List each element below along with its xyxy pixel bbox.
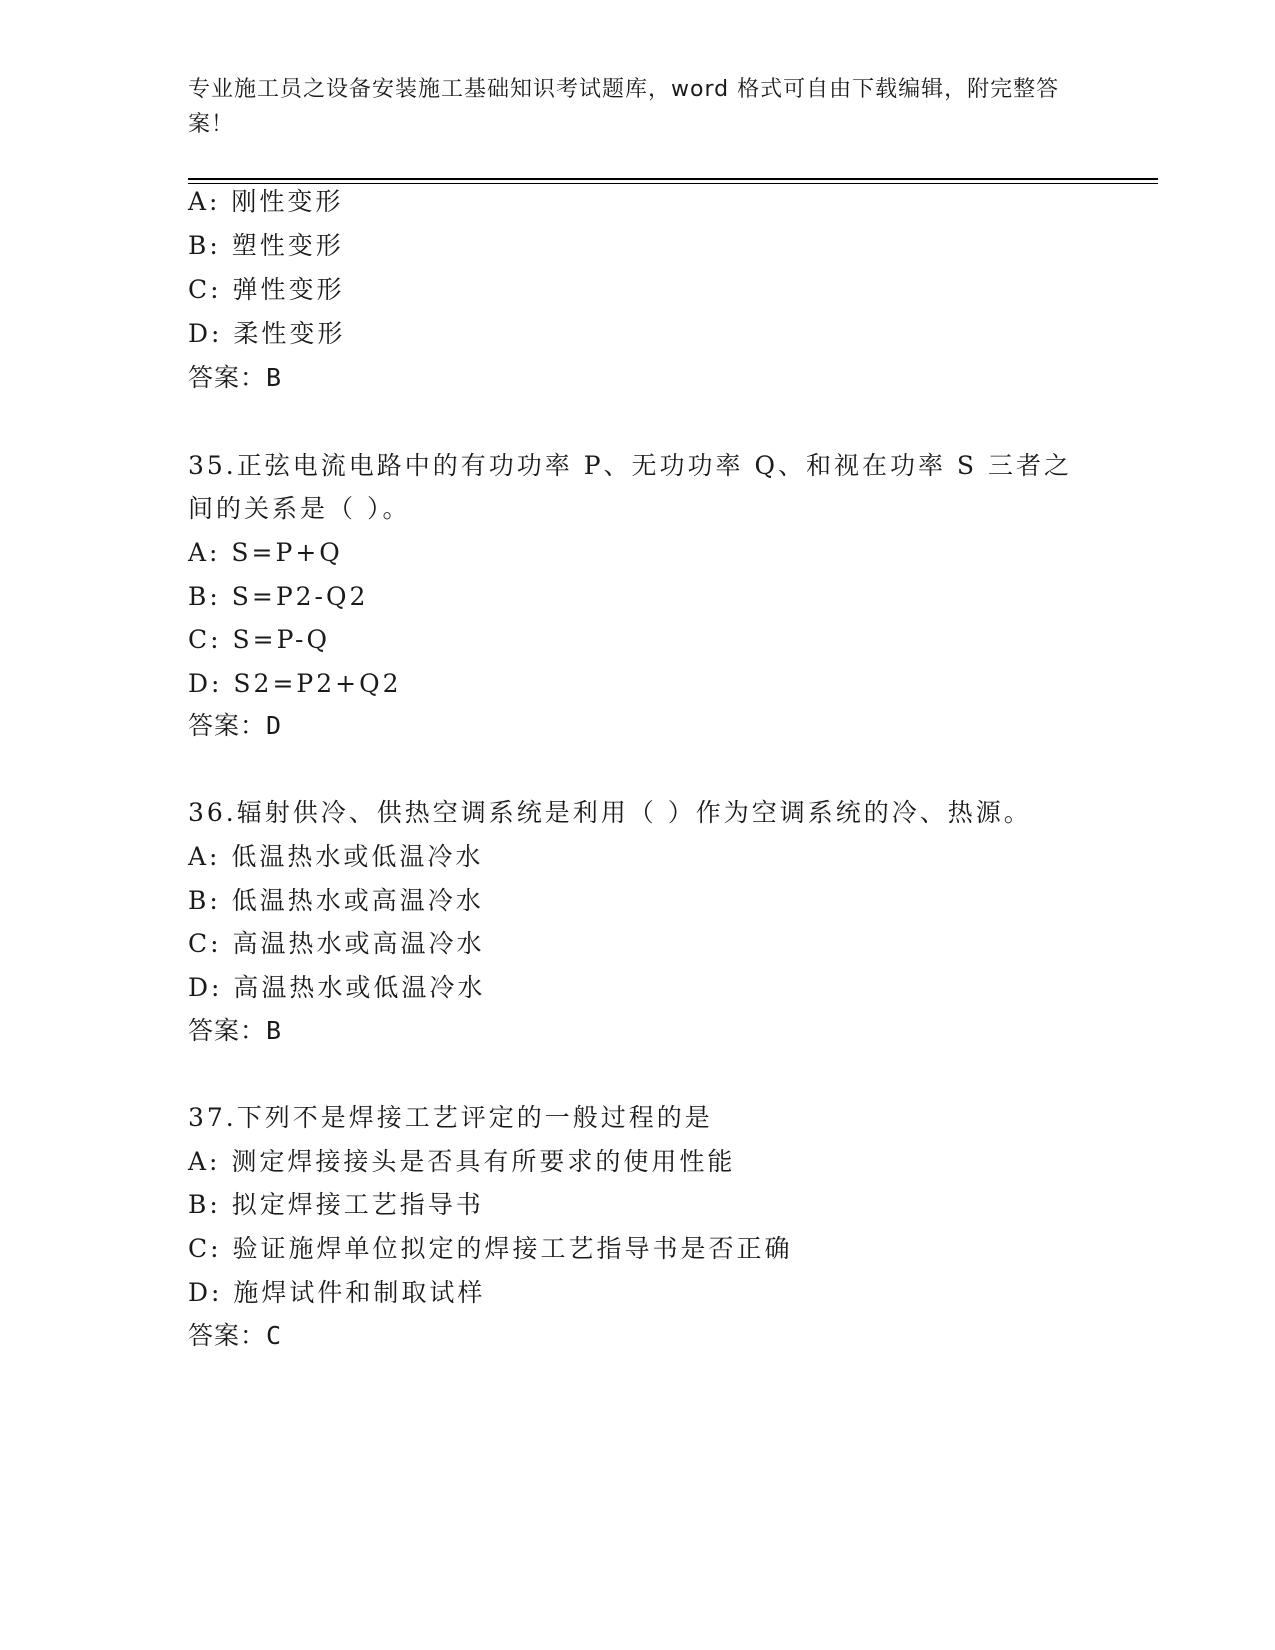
q36-stem-line1: 36.辐射供冷、供热空调系统是利用（ ）作为空调系统的冷、热源。 <box>188 798 1032 827</box>
answer-value: B <box>266 1016 283 1045</box>
q35-stem-line1: 35.正弦电流电路中的有功功率 P、无功功率 Q、和视在功率 S 三者之 <box>188 451 1072 480</box>
q35-option-c: C: S=P-Q <box>188 625 330 654</box>
q36-answer <box>188 1015 282 1047</box>
answer-label: 答案： <box>188 363 267 392</box>
answer-value: D <box>266 711 283 740</box>
q37-answer <box>188 1320 282 1352</box>
answer-value: B <box>266 363 283 392</box>
answer-label: 答案： <box>188 711 267 740</box>
q34-option-b: B: 塑性变形 <box>188 231 344 260</box>
header-divider-thick <box>188 178 1158 180</box>
header-divider-thin <box>188 183 1158 184</box>
q37-option-d: D: 施焊试件和制取试样 <box>188 1278 486 1307</box>
q37-option-c: C: 验证施焊单位拟定的焊接工艺指导书是否正确 <box>188 1234 793 1263</box>
q36-option-b: B: 低温热水或高温冷水 <box>188 886 484 915</box>
answer-label: 答案： <box>188 1321 267 1350</box>
answer-label: 答案： <box>188 1016 267 1045</box>
q37-option-b: B: 拟定焊接工艺指导书 <box>188 1190 484 1219</box>
q34-option-c: C: 弹性变形 <box>188 275 345 304</box>
q36-option-d: D: 高温热水或低温冷水 <box>188 973 486 1002</box>
q36-option-a: A: 低温热水或低温冷水 <box>188 842 484 871</box>
q35-answer <box>188 710 282 742</box>
q34-option-d: D: 柔性变形 <box>188 319 346 348</box>
q34-option-a: A: 刚性变形 <box>188 187 344 216</box>
document-header: 专业施工员之设备安装施工基础知识考试题库，word 格式可自由下载编辑，附完整答案！ <box>188 77 1060 137</box>
q37-option-a: A: 测定焊接接头是否具有所要求的使用性能 <box>188 1147 736 1176</box>
q37-stem-line1: 37.下列不是焊接工艺评定的一般过程的是 <box>188 1103 713 1132</box>
q36-option-c: C: 高温热水或高温冷水 <box>188 929 485 958</box>
answer-value: C <box>266 1321 283 1350</box>
q35-option-b: B: S=P2-Q2 <box>188 582 369 611</box>
q35-stem-line2: 间的关系是（ ）。 <box>188 494 411 523</box>
q35-option-a: A: S=P+Q <box>188 538 343 567</box>
q35-option-d: D: S2=P2+Q2 <box>188 669 402 698</box>
q34-answer <box>188 362 282 394</box>
